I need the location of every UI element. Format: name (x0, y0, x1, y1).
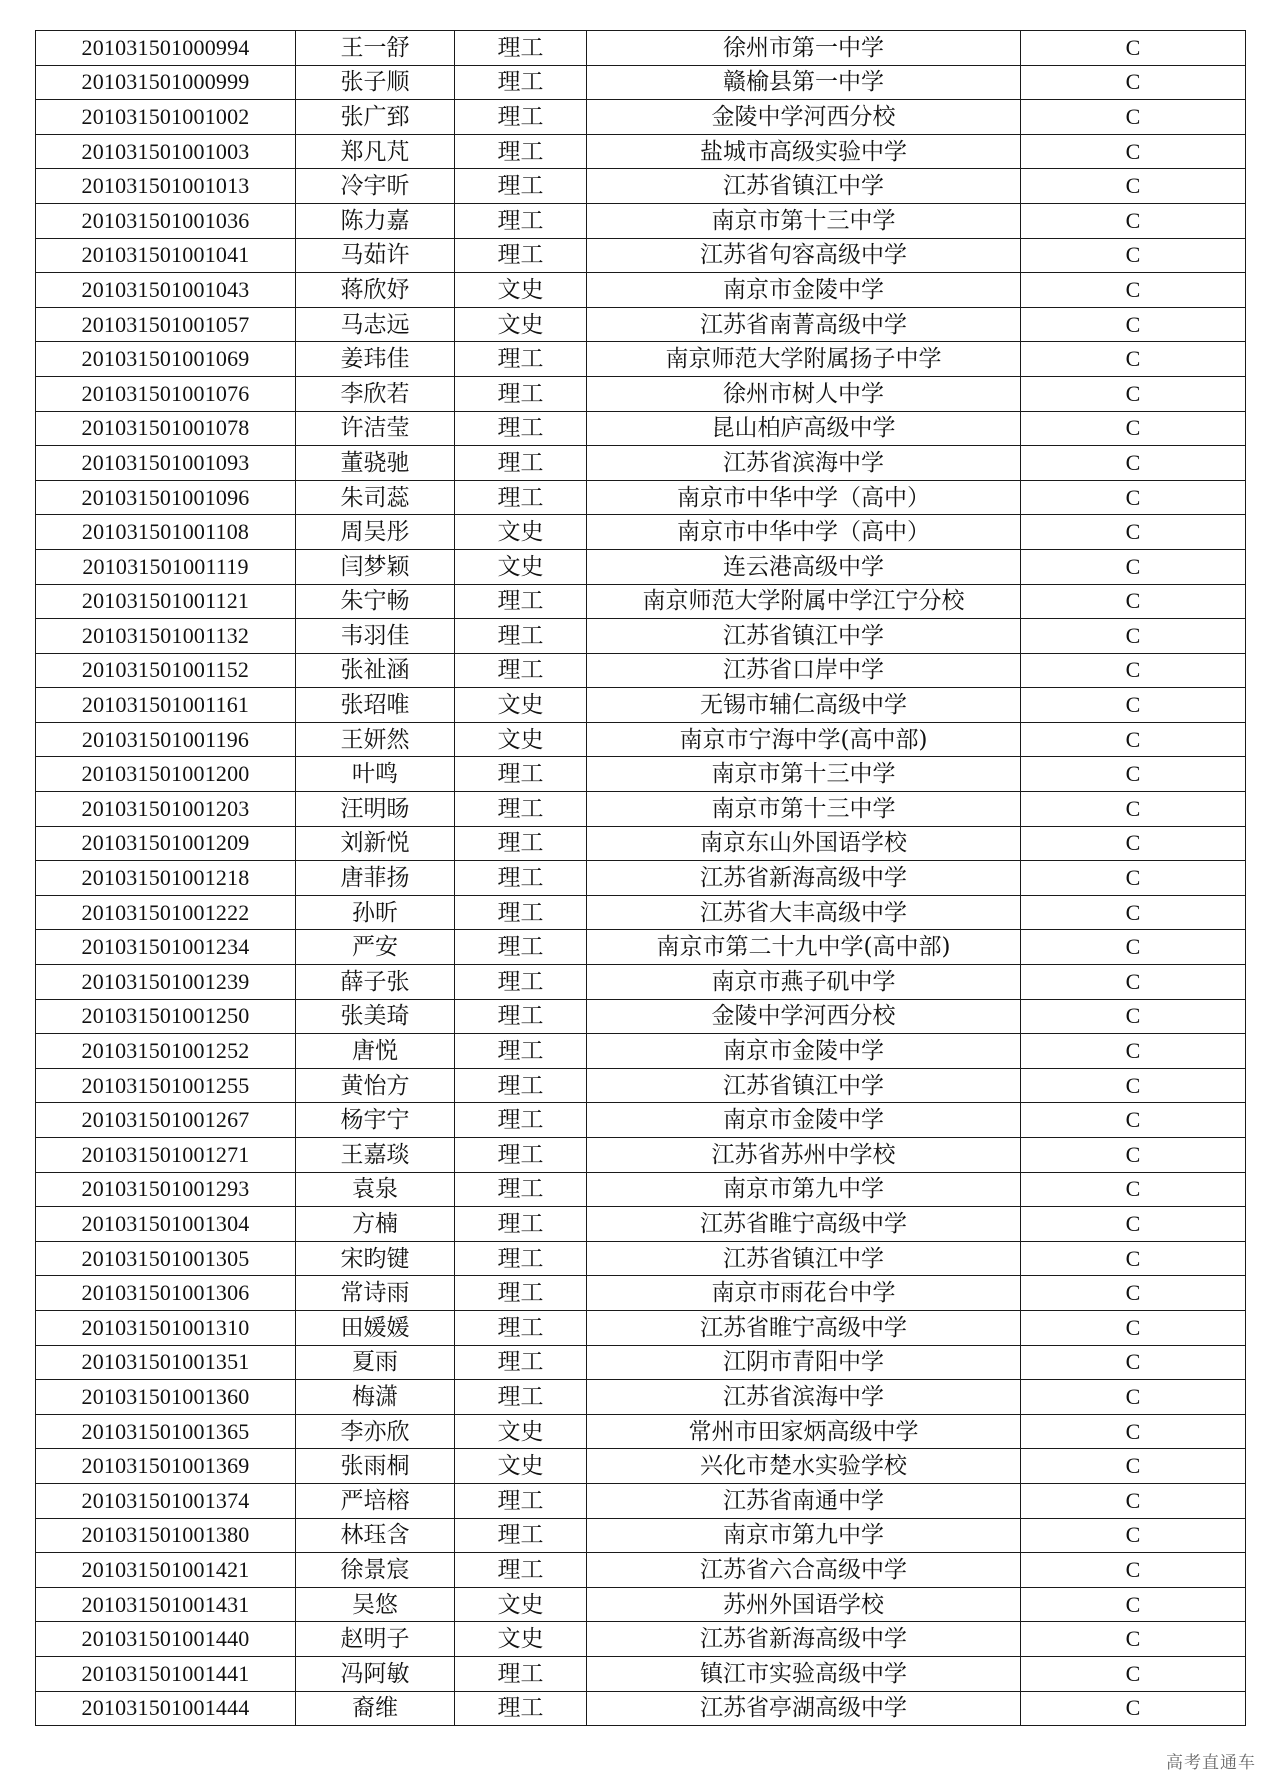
table-row (36, 100, 1246, 135)
student-name-cell: 董骁驰 (296, 446, 455, 481)
student-name-cell: 唐悦 (296, 1034, 455, 1069)
category-cell: 理工 (455, 203, 587, 238)
grade-cell: C (1021, 688, 1246, 723)
category-cell: 理工 (455, 1172, 587, 1207)
exam-id-cell: 201031501001203 (36, 792, 296, 827)
category-cell: 理工 (455, 1310, 587, 1345)
table-row (36, 722, 1246, 757)
exam-id-cell: 201031501001267 (36, 1103, 296, 1138)
school-cell: 南京市燕子矶中学 (587, 965, 1021, 1000)
category-cell: 理工 (455, 238, 587, 273)
category-cell: 理工 (455, 1345, 587, 1380)
table-row (36, 549, 1246, 584)
exam-id-cell: 201031501001310 (36, 1310, 296, 1345)
exam-id-cell: 201031501001057 (36, 307, 296, 342)
exam-id-cell: 201031501001003 (36, 134, 296, 169)
table-row (36, 1103, 1246, 1138)
exam-id-cell: 201031501001380 (36, 1518, 296, 1553)
student-name-cell: 张美琦 (296, 999, 455, 1034)
exam-id-cell: 201031501001255 (36, 1068, 296, 1103)
category-cell: 理工 (455, 1207, 587, 1242)
table-row (36, 1207, 1246, 1242)
student-name-cell: 马志远 (296, 307, 455, 342)
student-name-cell: 周吴彤 (296, 515, 455, 550)
table-row (36, 134, 1246, 169)
category-cell: 理工 (455, 826, 587, 861)
category-cell: 文史 (455, 549, 587, 584)
table-row (36, 757, 1246, 792)
exam-id-cell: 201031501001374 (36, 1483, 296, 1518)
student-name-cell: 梅潇 (296, 1380, 455, 1415)
grade-cell: C (1021, 619, 1246, 654)
student-name-cell: 张广郅 (296, 100, 455, 135)
school-cell: 江苏省睢宁高级中学 (587, 1207, 1021, 1242)
table-row (36, 895, 1246, 930)
table-row (36, 1587, 1246, 1622)
school-cell: 连云港高级中学 (587, 549, 1021, 584)
exam-id-cell: 201031501001041 (36, 238, 296, 273)
school-cell: 江阴市青阳中学 (587, 1345, 1021, 1380)
exam-id-cell: 201031501001108 (36, 515, 296, 550)
grade-cell: C (1021, 549, 1246, 584)
table-row (36, 1518, 1246, 1553)
student-name-cell: 徐景宸 (296, 1553, 455, 1588)
grade-cell: C (1021, 1622, 1246, 1657)
exam-id-cell: 201031501001161 (36, 688, 296, 723)
exam-id-cell: 201031501001096 (36, 480, 296, 515)
student-name-cell: 马茹许 (296, 238, 455, 273)
school-cell: 江苏省亭湖高级中学 (587, 1691, 1021, 1726)
student-name-cell: 刘新悦 (296, 826, 455, 861)
exam-id-cell: 201031501000994 (36, 31, 296, 66)
category-cell: 理工 (455, 965, 587, 1000)
school-cell: 江苏省口岸中学 (587, 653, 1021, 688)
student-name-cell: 汪明旸 (296, 792, 455, 827)
exam-id-cell: 201031501001013 (36, 169, 296, 204)
exam-id-cell: 201031501001069 (36, 342, 296, 377)
table-row (36, 1449, 1246, 1484)
table-row (36, 653, 1246, 688)
student-name-cell: 裔维 (296, 1691, 455, 1726)
school-cell: 江苏省镇江中学 (587, 1068, 1021, 1103)
exam-id-cell: 201031501001421 (36, 1553, 296, 1588)
table-row (36, 1380, 1246, 1415)
table-row (36, 446, 1246, 481)
category-cell: 文史 (455, 273, 587, 308)
exam-id-cell: 201031501001293 (36, 1172, 296, 1207)
school-cell: 江苏省南菁高级中学 (587, 307, 1021, 342)
category-cell: 文史 (455, 515, 587, 550)
category-cell: 理工 (455, 895, 587, 930)
table-row (36, 1276, 1246, 1311)
exam-id-cell: 201031501001351 (36, 1345, 296, 1380)
school-cell: 江苏省大丰高级中学 (587, 895, 1021, 930)
exam-id-cell: 201031501001078 (36, 411, 296, 446)
table-row (36, 1241, 1246, 1276)
student-name-cell: 杨宇宁 (296, 1103, 455, 1138)
school-cell: 江苏省滨海中学 (587, 1380, 1021, 1415)
student-name-cell: 吴悠 (296, 1587, 455, 1622)
table-row (36, 1656, 1246, 1691)
category-cell: 理工 (455, 376, 587, 411)
grade-cell: C (1021, 999, 1246, 1034)
table-row (36, 688, 1246, 723)
school-cell: 南京市第九中学 (587, 1172, 1021, 1207)
category-cell: 文史 (455, 307, 587, 342)
grade-cell: C (1021, 1449, 1246, 1484)
table-row (36, 169, 1246, 204)
student-name-cell: 孙昕 (296, 895, 455, 930)
category-cell: 理工 (455, 134, 587, 169)
table-row (36, 1138, 1246, 1173)
school-cell: 南京市中华中学（高中） (587, 515, 1021, 550)
grade-cell: C (1021, 1587, 1246, 1622)
category-cell: 理工 (455, 619, 587, 654)
category-cell: 理工 (455, 1518, 587, 1553)
table-row (36, 1553, 1246, 1588)
table-row (36, 342, 1246, 377)
grade-cell: C (1021, 1656, 1246, 1691)
student-name-cell: 常诗雨 (296, 1276, 455, 1311)
exam-id-cell: 201031501001365 (36, 1414, 296, 1449)
exam-id-cell: 201031501001250 (36, 999, 296, 1034)
exam-id-cell: 201031501001271 (36, 1138, 296, 1173)
table-row (36, 584, 1246, 619)
table-row (36, 1068, 1246, 1103)
watermark-text: 高考直通车 (1166, 1753, 1256, 1773)
school-cell: 苏州外国语学校 (587, 1587, 1021, 1622)
grade-cell: C (1021, 515, 1246, 550)
school-cell: 江苏省镇江中学 (587, 619, 1021, 654)
student-name-cell: 朱司蕊 (296, 480, 455, 515)
grade-cell: C (1021, 446, 1246, 481)
student-name-cell: 张子顺 (296, 65, 455, 100)
category-cell: 理工 (455, 861, 587, 896)
school-cell: 镇江市实验高级中学 (587, 1656, 1021, 1691)
school-cell: 南京市第九中学 (587, 1518, 1021, 1553)
student-name-cell: 朱宁畅 (296, 584, 455, 619)
grade-cell: C (1021, 895, 1246, 930)
student-name-cell: 方楠 (296, 1207, 455, 1242)
table-row (36, 1691, 1246, 1726)
category-cell: 理工 (455, 792, 587, 827)
grade-cell: C (1021, 653, 1246, 688)
table-row (36, 273, 1246, 308)
grade-cell: C (1021, 342, 1246, 377)
grade-cell: C (1021, 861, 1246, 896)
grade-cell: C (1021, 1345, 1246, 1380)
grade-cell: C (1021, 1414, 1246, 1449)
category-cell: 理工 (455, 1241, 587, 1276)
student-name-cell: 蒋欣妤 (296, 273, 455, 308)
exam-id-cell: 201031501001121 (36, 584, 296, 619)
grade-cell: C (1021, 134, 1246, 169)
student-name-cell: 夏雨 (296, 1345, 455, 1380)
exam-id-cell: 201031501001200 (36, 757, 296, 792)
category-cell: 理工 (455, 999, 587, 1034)
grade-cell: C (1021, 1034, 1246, 1069)
school-cell: 徐州市树人中学 (587, 376, 1021, 411)
exam-id-cell: 201031501001252 (36, 1034, 296, 1069)
category-cell: 理工 (455, 480, 587, 515)
category-cell: 理工 (455, 1138, 587, 1173)
category-cell: 理工 (455, 1276, 587, 1311)
table-row (36, 238, 1246, 273)
category-cell: 理工 (455, 930, 587, 965)
student-name-cell: 冯阿敏 (296, 1656, 455, 1691)
grade-cell: C (1021, 100, 1246, 135)
student-name-cell: 张玿唯 (296, 688, 455, 723)
table-row (36, 826, 1246, 861)
table-row (36, 203, 1246, 238)
school-cell: 江苏省苏州中学校 (587, 1138, 1021, 1173)
table-row (36, 1483, 1246, 1518)
school-cell: 南京师范大学附属中学江宁分校 (587, 584, 1021, 619)
exam-id-cell: 201031501001444 (36, 1691, 296, 1726)
table-row (36, 1034, 1246, 1069)
table-row (36, 619, 1246, 654)
table-row (36, 515, 1246, 550)
student-name-cell: 韦羽佳 (296, 619, 455, 654)
student-name-cell: 李亦欣 (296, 1414, 455, 1449)
student-name-cell: 张雨桐 (296, 1449, 455, 1484)
exam-id-cell: 201031501001119 (36, 549, 296, 584)
grade-cell: C (1021, 722, 1246, 757)
category-cell: 理工 (455, 1068, 587, 1103)
table-row (36, 31, 1246, 66)
exam-id-cell: 201031501001209 (36, 826, 296, 861)
student-name-cell: 唐菲扬 (296, 861, 455, 896)
school-cell: 南京市中华中学（高中） (587, 480, 1021, 515)
table-row (36, 1172, 1246, 1207)
student-name-cell: 张祉涵 (296, 653, 455, 688)
grade-cell: C (1021, 203, 1246, 238)
grade-cell: C (1021, 411, 1246, 446)
school-cell: 南京市金陵中学 (587, 1103, 1021, 1138)
exam-id-cell: 201031501001360 (36, 1380, 296, 1415)
school-cell: 兴化市楚水实验学校 (587, 1449, 1021, 1484)
grade-cell: C (1021, 376, 1246, 411)
grade-cell: C (1021, 826, 1246, 861)
table-row (36, 1622, 1246, 1657)
grade-cell: C (1021, 1068, 1246, 1103)
grade-cell: C (1021, 238, 1246, 273)
school-cell: 南京市雨花台中学 (587, 1276, 1021, 1311)
exam-id-cell: 201031501001304 (36, 1207, 296, 1242)
exam-id-cell: 201031501001043 (36, 273, 296, 308)
exam-id-cell: 201031501001093 (36, 446, 296, 481)
school-cell: 无锡市辅仁高级中学 (587, 688, 1021, 723)
school-cell: 南京市第十三中学 (587, 792, 1021, 827)
school-cell: 江苏省睢宁高级中学 (587, 1310, 1021, 1345)
category-cell: 理工 (455, 653, 587, 688)
student-name-cell: 王一舒 (296, 31, 455, 66)
table-row (36, 1345, 1246, 1380)
category-cell: 理工 (455, 100, 587, 135)
student-name-cell: 王嘉琰 (296, 1138, 455, 1173)
student-name-cell: 王妍然 (296, 722, 455, 757)
category-cell: 文史 (455, 1587, 587, 1622)
school-cell: 江苏省镇江中学 (587, 169, 1021, 204)
grade-cell: C (1021, 65, 1246, 100)
grade-cell: C (1021, 1518, 1246, 1553)
exam-id-cell: 201031501001222 (36, 895, 296, 930)
grade-cell: C (1021, 169, 1246, 204)
grade-cell: C (1021, 1553, 1246, 1588)
table-row (36, 930, 1246, 965)
table-row (36, 480, 1246, 515)
school-cell: 盐城市高级实验中学 (587, 134, 1021, 169)
category-cell: 文史 (455, 1622, 587, 1657)
category-cell: 理工 (455, 1691, 587, 1726)
student-name-cell: 冷宇昕 (296, 169, 455, 204)
grade-cell: C (1021, 273, 1246, 308)
student-name-cell: 宋昀键 (296, 1241, 455, 1276)
exam-id-cell: 201031501001305 (36, 1241, 296, 1276)
admission-list-table (35, 30, 1246, 1726)
grade-cell: C (1021, 1310, 1246, 1345)
exam-id-cell: 201031501001132 (36, 619, 296, 654)
grade-cell: C (1021, 1172, 1246, 1207)
school-cell: 南京师范大学附属扬子中学 (587, 342, 1021, 377)
category-cell: 文史 (455, 1414, 587, 1449)
grade-cell: C (1021, 792, 1246, 827)
student-name-cell: 闫梦颖 (296, 549, 455, 584)
grade-cell: C (1021, 1276, 1246, 1311)
student-name-cell: 林珏含 (296, 1518, 455, 1553)
school-cell: 徐州市第一中学 (587, 31, 1021, 66)
table-row (36, 307, 1246, 342)
category-cell: 理工 (455, 342, 587, 377)
category-cell: 理工 (455, 757, 587, 792)
category-cell: 理工 (455, 1483, 587, 1518)
exam-id-cell: 201031501001306 (36, 1276, 296, 1311)
school-cell: 江苏省南通中学 (587, 1483, 1021, 1518)
category-cell: 文史 (455, 722, 587, 757)
category-cell: 理工 (455, 411, 587, 446)
school-cell: 南京市金陵中学 (587, 273, 1021, 308)
category-cell: 文史 (455, 1449, 587, 1484)
table-row (36, 861, 1246, 896)
grade-cell: C (1021, 930, 1246, 965)
school-cell: 赣榆县第一中学 (587, 65, 1021, 100)
grade-cell: C (1021, 480, 1246, 515)
student-name-cell: 严培榕 (296, 1483, 455, 1518)
grade-cell: C (1021, 1483, 1246, 1518)
table-body (36, 31, 1246, 1726)
student-name-cell: 严安 (296, 930, 455, 965)
grade-cell: C (1021, 757, 1246, 792)
exam-id-cell: 201031501001431 (36, 1587, 296, 1622)
school-cell: 常州市田家炳高级中学 (587, 1414, 1021, 1449)
category-cell: 理工 (455, 31, 587, 66)
school-cell: 江苏省新海高级中学 (587, 861, 1021, 896)
table-row (36, 792, 1246, 827)
school-cell: 江苏省句容高级中学 (587, 238, 1021, 273)
category-cell: 理工 (455, 169, 587, 204)
grade-cell: C (1021, 307, 1246, 342)
table-row (36, 65, 1246, 100)
exam-id-cell: 201031501001239 (36, 965, 296, 1000)
school-cell: 江苏省镇江中学 (587, 1241, 1021, 1276)
student-name-cell: 陈力嘉 (296, 203, 455, 238)
student-name-cell: 袁泉 (296, 1172, 455, 1207)
category-cell: 理工 (455, 584, 587, 619)
grade-cell: C (1021, 1138, 1246, 1173)
category-cell: 文史 (455, 688, 587, 723)
table-row (36, 411, 1246, 446)
exam-id-cell: 201031501001440 (36, 1622, 296, 1657)
student-name-cell: 姜玮佳 (296, 342, 455, 377)
student-name-cell: 李欣若 (296, 376, 455, 411)
exam-id-cell: 201031501001002 (36, 100, 296, 135)
grade-cell: C (1021, 965, 1246, 1000)
exam-id-cell: 201031501001036 (36, 203, 296, 238)
exam-id-cell: 201031501001152 (36, 653, 296, 688)
table-row (36, 999, 1246, 1034)
student-name-cell: 郑凡芃 (296, 134, 455, 169)
category-cell: 理工 (455, 1380, 587, 1415)
category-cell: 理工 (455, 1553, 587, 1588)
table-row (36, 1310, 1246, 1345)
school-cell: 南京市第十三中学 (587, 757, 1021, 792)
exam-id-cell: 201031501001441 (36, 1656, 296, 1691)
category-cell: 理工 (455, 1656, 587, 1691)
grade-cell: C (1021, 1103, 1246, 1138)
student-name-cell: 赵明子 (296, 1622, 455, 1657)
school-cell: 南京市第十三中学 (587, 203, 1021, 238)
grade-cell: C (1021, 1207, 1246, 1242)
grade-cell: C (1021, 1380, 1246, 1415)
student-name-cell: 叶鸣 (296, 757, 455, 792)
exam-id-cell: 201031501001234 (36, 930, 296, 965)
exam-id-cell: 201031501001218 (36, 861, 296, 896)
school-cell: 南京市宁海中学(高中部) (587, 722, 1021, 757)
student-name-cell: 田媛媛 (296, 1310, 455, 1345)
table-row (36, 965, 1246, 1000)
exam-id-cell: 201031501001196 (36, 722, 296, 757)
category-cell: 理工 (455, 65, 587, 100)
school-cell: 金陵中学河西分校 (587, 100, 1021, 135)
exam-id-cell: 201031501001076 (36, 376, 296, 411)
grade-cell: C (1021, 1691, 1246, 1726)
school-cell: 南京市第二十九中学(高中部) (587, 930, 1021, 965)
school-cell: 金陵中学河西分校 (587, 999, 1021, 1034)
table-row (36, 1414, 1246, 1449)
grade-cell: C (1021, 1241, 1246, 1276)
school-cell: 江苏省新海高级中学 (587, 1622, 1021, 1657)
student-name-cell: 薛子张 (296, 965, 455, 1000)
grade-cell: C (1021, 584, 1246, 619)
school-cell: 江苏省滨海中学 (587, 446, 1021, 481)
student-name-cell: 许洁莹 (296, 411, 455, 446)
exam-id-cell: 201031501000999 (36, 65, 296, 100)
school-cell: 南京市金陵中学 (587, 1034, 1021, 1069)
admission-list-table-container (35, 30, 1245, 1726)
exam-id-cell: 201031501001369 (36, 1449, 296, 1484)
table-row (36, 376, 1246, 411)
school-cell: 江苏省六合高级中学 (587, 1553, 1021, 1588)
school-cell: 昆山柏庐高级中学 (587, 411, 1021, 446)
grade-cell: C (1021, 31, 1246, 66)
school-cell: 南京东山外国语学校 (587, 826, 1021, 861)
category-cell: 理工 (455, 446, 587, 481)
student-name-cell: 黄怡方 (296, 1068, 455, 1103)
category-cell: 理工 (455, 1034, 587, 1069)
category-cell: 理工 (455, 1103, 587, 1138)
